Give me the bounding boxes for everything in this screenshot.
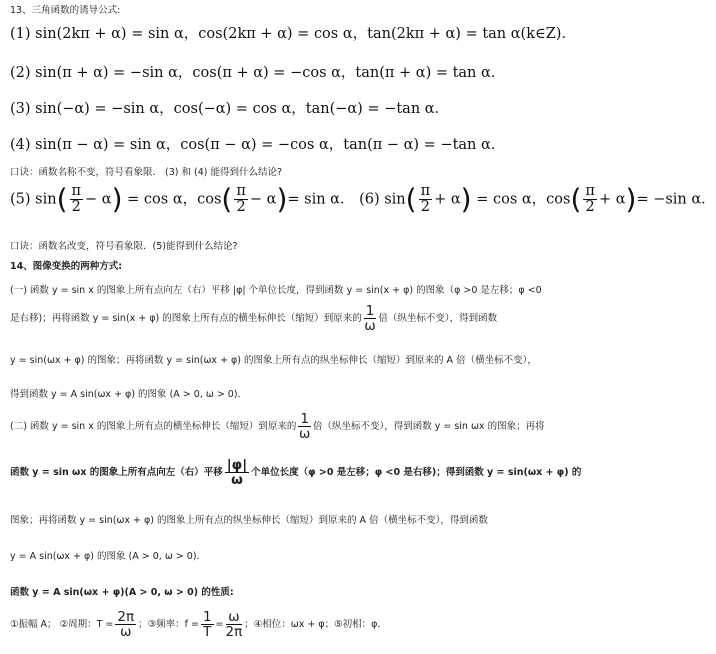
f6-sin-prefix: (6) sin bbox=[359, 191, 406, 208]
method2-line2: 函数 y = sin ωx 的图象上所有点向左（右）平移 $\frac{|\varphi|}{\omega}$ 个单位长度（φ >0 是左移；φ <0 是右移)；得到函数 y = sin(ωx + φ) 的 bbox=[10, 457, 582, 489]
pi-over-2-fraction: $\frac{\pi}{2}$ bbox=[71, 183, 82, 216]
method1-line1: (一) 函数 y = sin x 的图象上所有点向左（右）平移 |φ| 个单位长度，得到函数 y = sin(x + φ) 的图象（φ >0 是左移；φ <0 bbox=[10, 285, 542, 296]
formula-3: (3) sin(−α) = −sin α，cos(−α) = cos α，tan(−α) = −tan α． bbox=[10, 101, 450, 117]
method1-line3: y = sin(ωx + φ) 的图象；再将函数 y = sin(ωx + φ) 的图象上所有点的纵坐标伸长（缩短）到原来的 A 倍（横坐标不变）， bbox=[10, 355, 537, 366]
formula-5-6: (5) sin( $\frac{\pi}{2}$ − α) = cos α，cos( $\frac{\pi}{2}$ − α)= sin α． (6) sin( $\frac{\pi}{2}$ + α) = cos α，cos( $\frac{\pi}{2}$ + α)= −sin α． bbox=[10, 182, 716, 216]
formula-2: (2) sin(π + α) = −sin α，cos(π + α) = −cos α，tan(π + α) = tan α． bbox=[10, 65, 506, 81]
properties-list: ①振幅 A； ②周期：T = $\frac{2\pi}{\omega}$ ；③频率：f = $\frac{1}{T}$ = $\frac{\omega}{2\pi}$ ；④相位：ωx + φ；⑤初相：φ． bbox=[10, 609, 387, 641]
formula-1: (1) sin(2kπ + α) = sin α，cos(2kπ + α) = cos α，tan(2kπ + α) = tan α(k∈Z)． bbox=[10, 26, 576, 42]
mnemonic-1: 口诀：函数名称不变，符号看象限． (3) 和 (4) 能得到什么结论? bbox=[10, 167, 283, 178]
f5-cos-prefix: = cos α，cos bbox=[127, 191, 222, 208]
f5-sin-prefix: (5) sin bbox=[10, 191, 57, 208]
properties-title: 函数 y = A sin(ωx + φ)(A > 0, ω > 0) 的性质: bbox=[10, 587, 234, 598]
formula-4: (4) sin(π − α) = sin α，cos(π − α) = −cos α，tan(π − α) = −tan α． bbox=[10, 137, 506, 153]
section13-heading: 13、三角函数的诱导公式: bbox=[10, 5, 121, 16]
section14-heading: 14、图像变换的两种方式: bbox=[10, 261, 123, 272]
method2-line3: 图象；再将函数 y = sin(ωx + φ) 的图象上所有点的纵坐标伸长（缩短）到原来的 A 倍（横坐标不变），得到函数 bbox=[10, 515, 488, 526]
mnemonic-2: 口诀：函数名改变，符号看象限．(5)能得到什么结论? bbox=[10, 241, 238, 252]
method1-line4: 得到函数 y = A sin(ωx + φ) 的图象 (A > 0, ω > 0)． bbox=[10, 389, 248, 400]
method1-line2: 是右移)；再将函数 y = sin(x + φ) 的图象上所有点的横坐标伸长（缩短）到原来的 $\frac{1}{\omega}$ 倍（纵坐标不变），得到函数 bbox=[10, 303, 498, 335]
method2-line1: (二) 函数 y = sin x 的图象上所有点的横坐标伸长（缩短）到原来的 $\frac{1}{\omega}$ 倍（纵坐标不变），得到函数 y = sin ωx 的图象；再将 bbox=[10, 411, 545, 443]
method2-line4: y = A sin(ωx + φ) 的图象 (A > 0, ω > 0)． bbox=[10, 551, 207, 562]
